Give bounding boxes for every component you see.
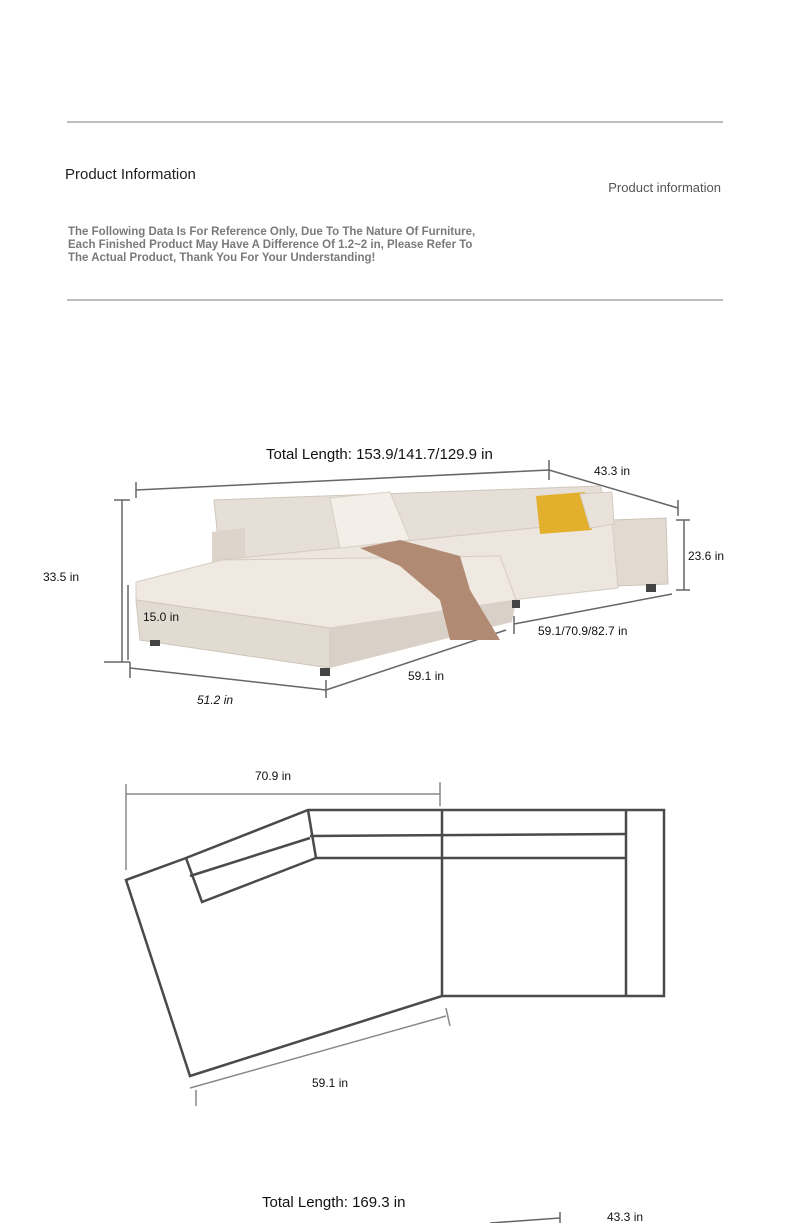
- notice-line-1: The Following Data Is For Reference Only, Due To The Nature Of Furniture,: [68, 226, 476, 238]
- leg: [512, 600, 520, 608]
- section-title: Product Information: [65, 166, 196, 183]
- dim-chaise-width: 51.2 in: [197, 693, 234, 707]
- dim-depth-right: 43.3 in: [594, 464, 631, 478]
- dim-height-arm: 23.6 in: [688, 549, 725, 563]
- dim-main-length: 59.1/70.9/82.7 in: [538, 624, 628, 638]
- dim-top-length: 59.1 in: [312, 1076, 349, 1090]
- next-total-length: Total Length: 169.3 in: [262, 1194, 406, 1211]
- dim-top-width: 70.9 in: [255, 769, 292, 783]
- dim-seat-height: 15.0 in: [143, 610, 180, 624]
- leg: [646, 584, 656, 592]
- notice-line-3: The Actual Product, Thank You For Your Understanding!: [68, 252, 376, 264]
- notice-line-2: Each Finished Product May Have A Difference Of 1.2~2 in, Please Refer To: [68, 239, 473, 251]
- leg: [150, 640, 160, 646]
- next-dim-depth: 43.3 in: [607, 1210, 644, 1224]
- dim-height-total: 33.5 in: [43, 570, 80, 584]
- leg: [320, 668, 330, 676]
- sofa-total-length: Total Length: 153.9/141.7/129.9 in: [266, 446, 493, 463]
- section-subtitle: Product information: [608, 180, 721, 195]
- right-arm: [612, 518, 668, 586]
- sofa-outline: [126, 810, 664, 1076]
- dim-chaise-length: 59.1 in: [408, 669, 445, 683]
- diagram-dimension-lines: [126, 782, 450, 1106]
